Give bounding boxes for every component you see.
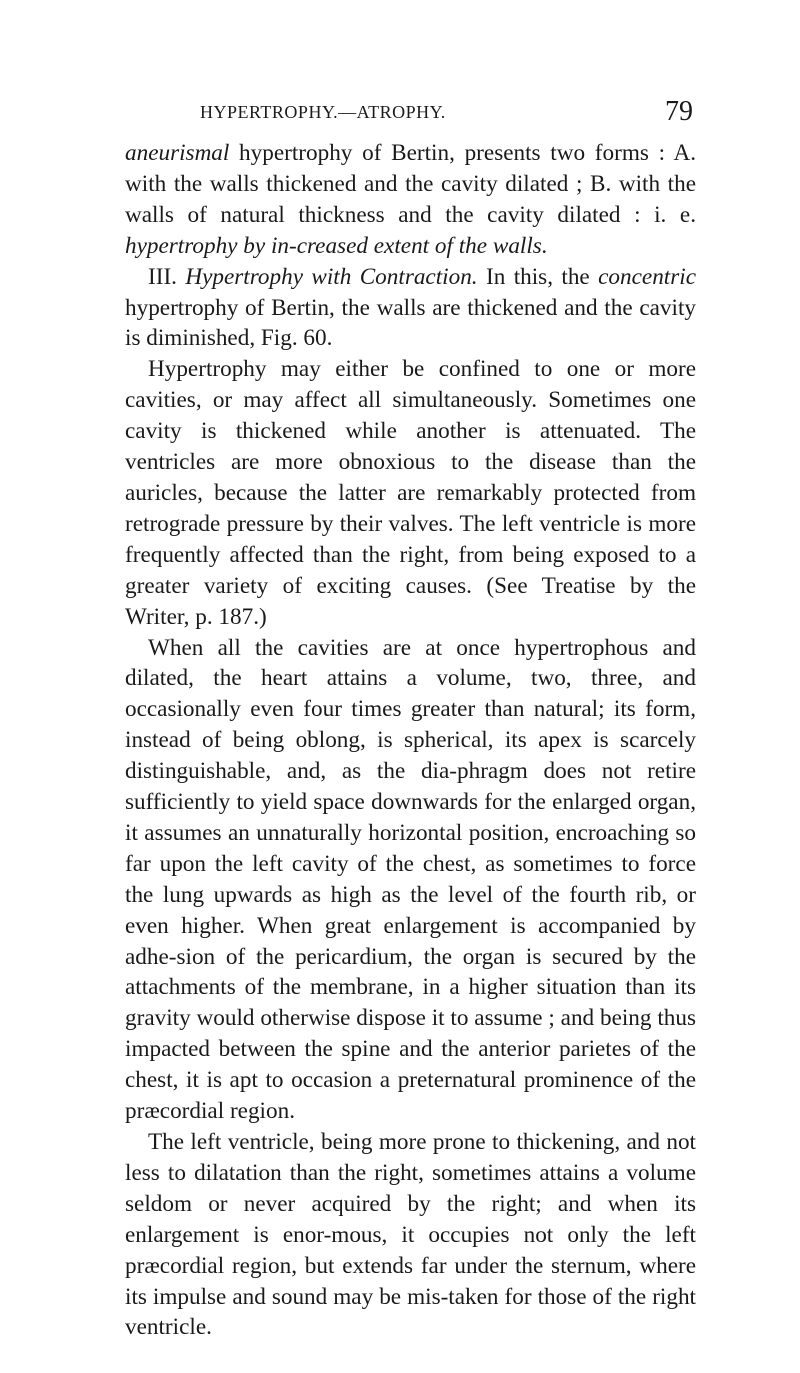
paragraph: Hypertrophy may either be confined to one or more cavities, or may affect all simultaneously. Sometimes one cavity is thickened while another is attenuated. The ventricles are more obnoxious to the disease than the auricles, because the latter are remarkably protected from retrograde pressure by their valves. The left ventricle is more frequently affected than the right, from being exposed to a greater variety of exciting causes. (See Treatise by the Writer, p. 187.) <box>125 356 696 630</box>
paragraph: When all the cavities are at once hypertrophous and dilated, the heart attains a volume, two, three, and occasionally even four times greater than natural; its form, instead of being oblong, is spherical, its apex is scarcely distinguishable, and, as the dia-phragm does not retire sufficiently to yield space downwards for the enlarged organ, it assumes an unnaturally horizontal position, encroaching so far upon the left cavity of the chest, as sometimes to force the lung upwards as high as the level of the fourth rib, or even higher. When great enlargement is accompanied by adhe-sion of the pericardium, the organ is secured by the attachments of the membrane, in a higher situation than its gravity would otherwise dispose it to assume ; and being thus impacted between the spine and the anterior parietes of the chest, it is apt to occasion a preternatural prominence of the præcordial region. <box>125 634 696 1125</box>
running-header <box>125 98 693 128</box>
body-text <box>125 138 696 1343</box>
italic-term: aneurismal <box>125 140 230 166</box>
italic-term: concentric <box>598 263 696 290</box>
section-heading: Hypertrophy with Contraction. <box>185 263 478 290</box>
page-number: 79 <box>665 96 693 127</box>
paragraph-text: hypertrophy of Bertin, the walls are thickened and the cavity is diminished, Fig. 60. <box>125 294 696 352</box>
paragraph: The left ventricle, being more prone to thickening, and not less to dilatation than the right, sometimes attains a volume seldom or never acquired by the right; and when its enlargement is enor-mous, it occupies not only the left præcordial region, but extends far under the sternum, where its impulse and sound may be mis-taken for those of the right ventricle. <box>125 1129 696 1341</box>
paragraph-text: In this, the <box>477 263 599 290</box>
paragraph <box>125 262 696 355</box>
paragraph-text: hypertrophy of Bertin, presents two forms : A. with the walls thickened and the cavity dilated ; B. with the walls of natural thickness and the cavity dilated : i. e. <box>125 140 696 228</box>
section-numeral: III. <box>148 263 186 290</box>
paragraph-continued <box>125 138 696 262</box>
running-title: HYPERTROPHY.—ATROPHY. <box>200 102 446 122</box>
italic-term: hypertrophy by in-creased extent of the walls. <box>125 232 548 259</box>
